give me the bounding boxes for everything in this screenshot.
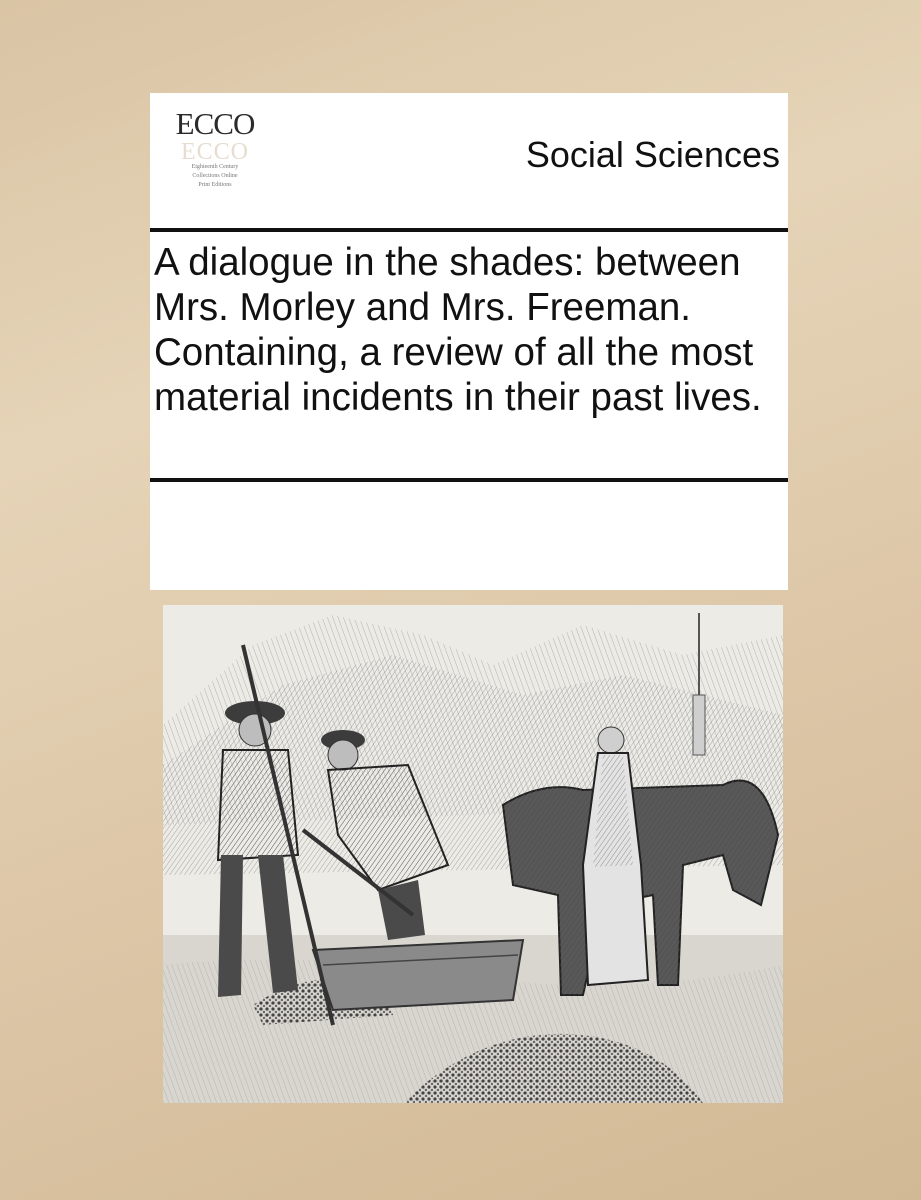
logo-line-3: Print Editions bbox=[198, 182, 232, 188]
title-band bbox=[150, 232, 788, 478]
logo-shadow-wordmark: ECCO bbox=[180, 139, 249, 165]
category-label: Social Sciences bbox=[525, 134, 780, 175]
logo-wordmark: ECCO bbox=[175, 106, 255, 141]
engraving-workers-with-horse-icon bbox=[163, 605, 783, 1103]
book-title: A dialogue in the shades: between Mrs. Morley and Mrs. Freeman. Containing, a review of all the most material incidents in their past lives. bbox=[154, 241, 762, 419]
logo-line-1: Eighteenth Century bbox=[191, 164, 239, 170]
logo-line-2: Collections Online bbox=[192, 173, 238, 179]
cover-header bbox=[150, 93, 788, 228]
ecco-logo bbox=[168, 107, 262, 212]
blank-band bbox=[150, 482, 788, 590]
